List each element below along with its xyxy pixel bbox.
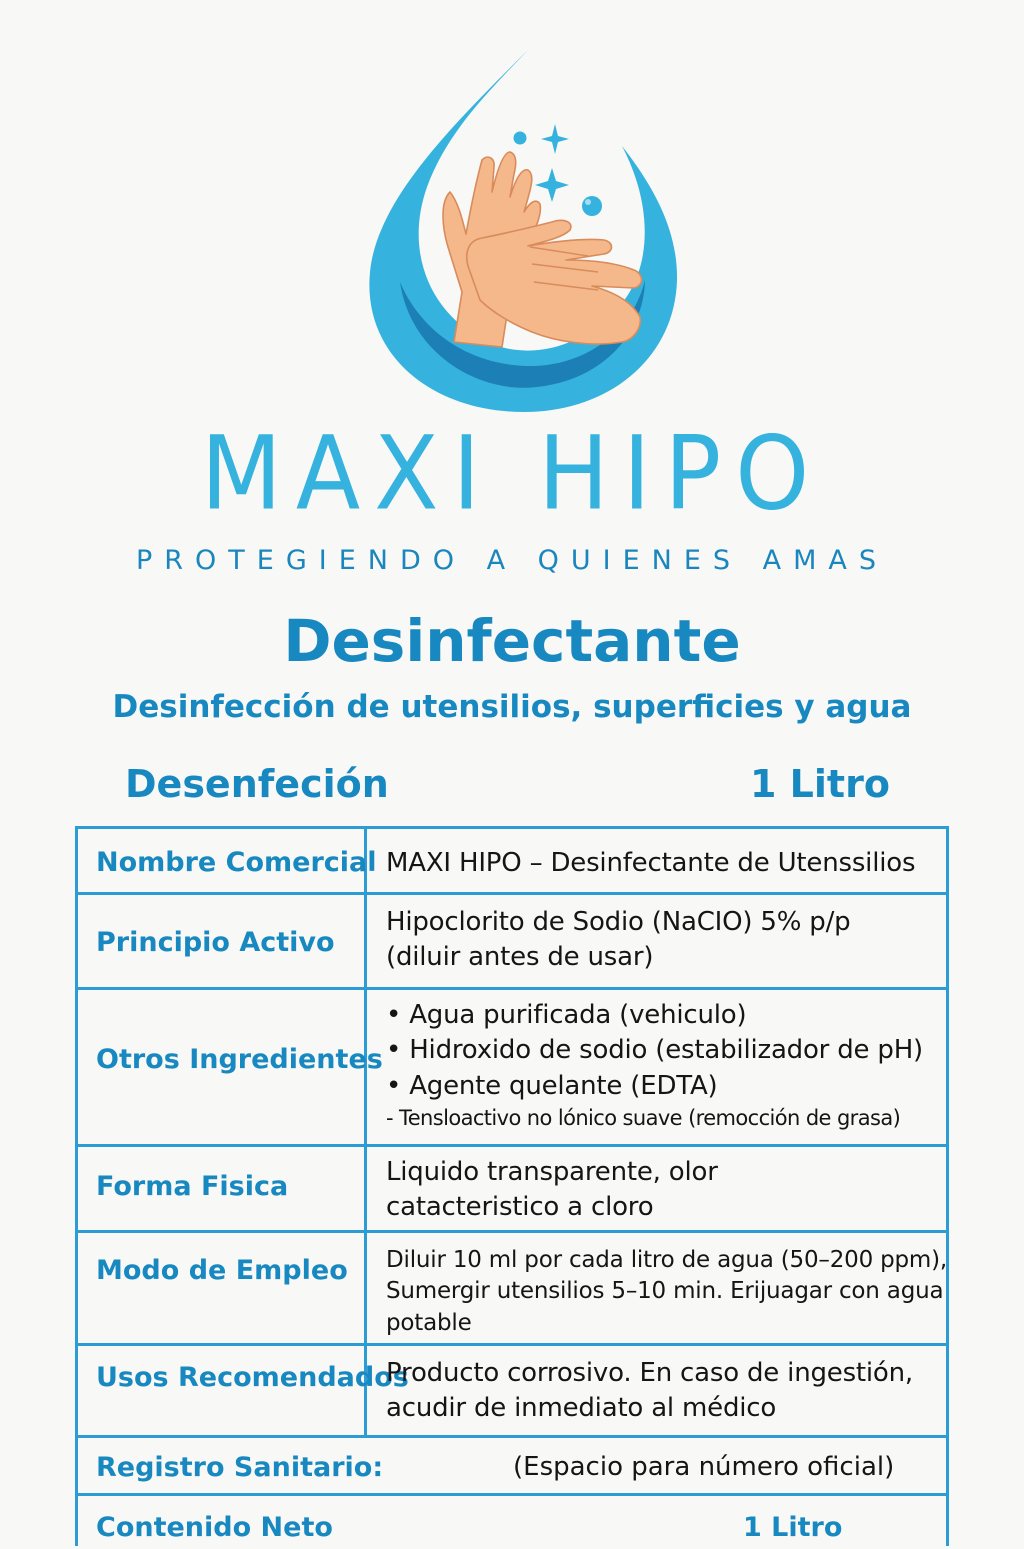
row-label: Nombre Comercial (96, 847, 377, 878)
value-line: catacteristico a cloro (386, 1192, 654, 1223)
ingredient-item: • Agua purificada (vehiculo) (386, 1000, 747, 1030)
row-label: Principio Activo (96, 927, 335, 958)
value-line: Producto corrosivo. En caso de ingestión, (386, 1358, 913, 1388)
value-line: Liquido transparente, olor (386, 1157, 718, 1187)
row-label: Registro Sanitario: (96, 1452, 384, 1483)
row-label: Usos Recomendados (96, 1362, 409, 1393)
net-content-value: 1 Litro (743, 1512, 843, 1543)
brand-tagline: PROTEGIENDO A QUIENES AMAS (135, 545, 889, 576)
table-row (78, 829, 946, 895)
table-row (78, 1147, 946, 1233)
product-volume-heading: 1 Litro (750, 762, 890, 806)
row-label: Modo de Empleo (96, 1255, 348, 1286)
row-value: MAXI HIPO – Desinfectante de Utenssilios (386, 848, 916, 878)
value-line: acudir de inmediato al médico (386, 1393, 777, 1424)
water-drop-logo-icon (352, 42, 692, 417)
table-row (78, 1233, 946, 1346)
ingredient-item: • Hidroxido de sodio (estabilizador de pH) (386, 1035, 924, 1066)
row-value (386, 1245, 947, 1339)
ingredient-item: - Tensloactivo no lónico suave (remocción de grasa) (386, 1106, 901, 1131)
row-label: Forma Fisica (96, 1171, 289, 1202)
row-value (386, 1356, 941, 1427)
ingredient-item: • Agente quelante (EDTA) (386, 1070, 718, 1101)
registration-value: (Espacio para número oficial) (513, 1452, 895, 1482)
value-line: Sumergir utensilios 5–10 min. Erijuagar con agua (386, 1278, 944, 1305)
row-value (386, 905, 941, 976)
value-line: potable (386, 1309, 472, 1336)
table-row (78, 1438, 946, 1496)
clapping-hands-icon (443, 152, 642, 347)
table-row (78, 1346, 946, 1438)
value-line: Diluir 10 ml por cada litro de agua (50–200 ppm), (386, 1247, 947, 1273)
value-line: (diluir antes de usar) (386, 942, 654, 973)
product-title: Desinfectante (283, 607, 741, 675)
product-info-table (75, 826, 949, 1546)
product-subtitle: Desinfección de utensilios, superficies y agua (112, 689, 912, 725)
product-category-heading: Desenfeción (125, 762, 389, 806)
row-label: Otros Ingredientes (96, 1044, 383, 1075)
row-label: Contenido Neto (96, 1512, 333, 1543)
row-value (386, 998, 941, 1133)
sparkle-icon (535, 124, 569, 202)
row-value (386, 1155, 941, 1226)
value-line: Hipoclorito de Sodio (NaCIO) 5% p/p (386, 907, 851, 937)
table-row (78, 1496, 946, 1549)
table-row (78, 990, 946, 1147)
table-row (78, 895, 946, 990)
brand-name: MAXI HIPO (200, 415, 824, 534)
